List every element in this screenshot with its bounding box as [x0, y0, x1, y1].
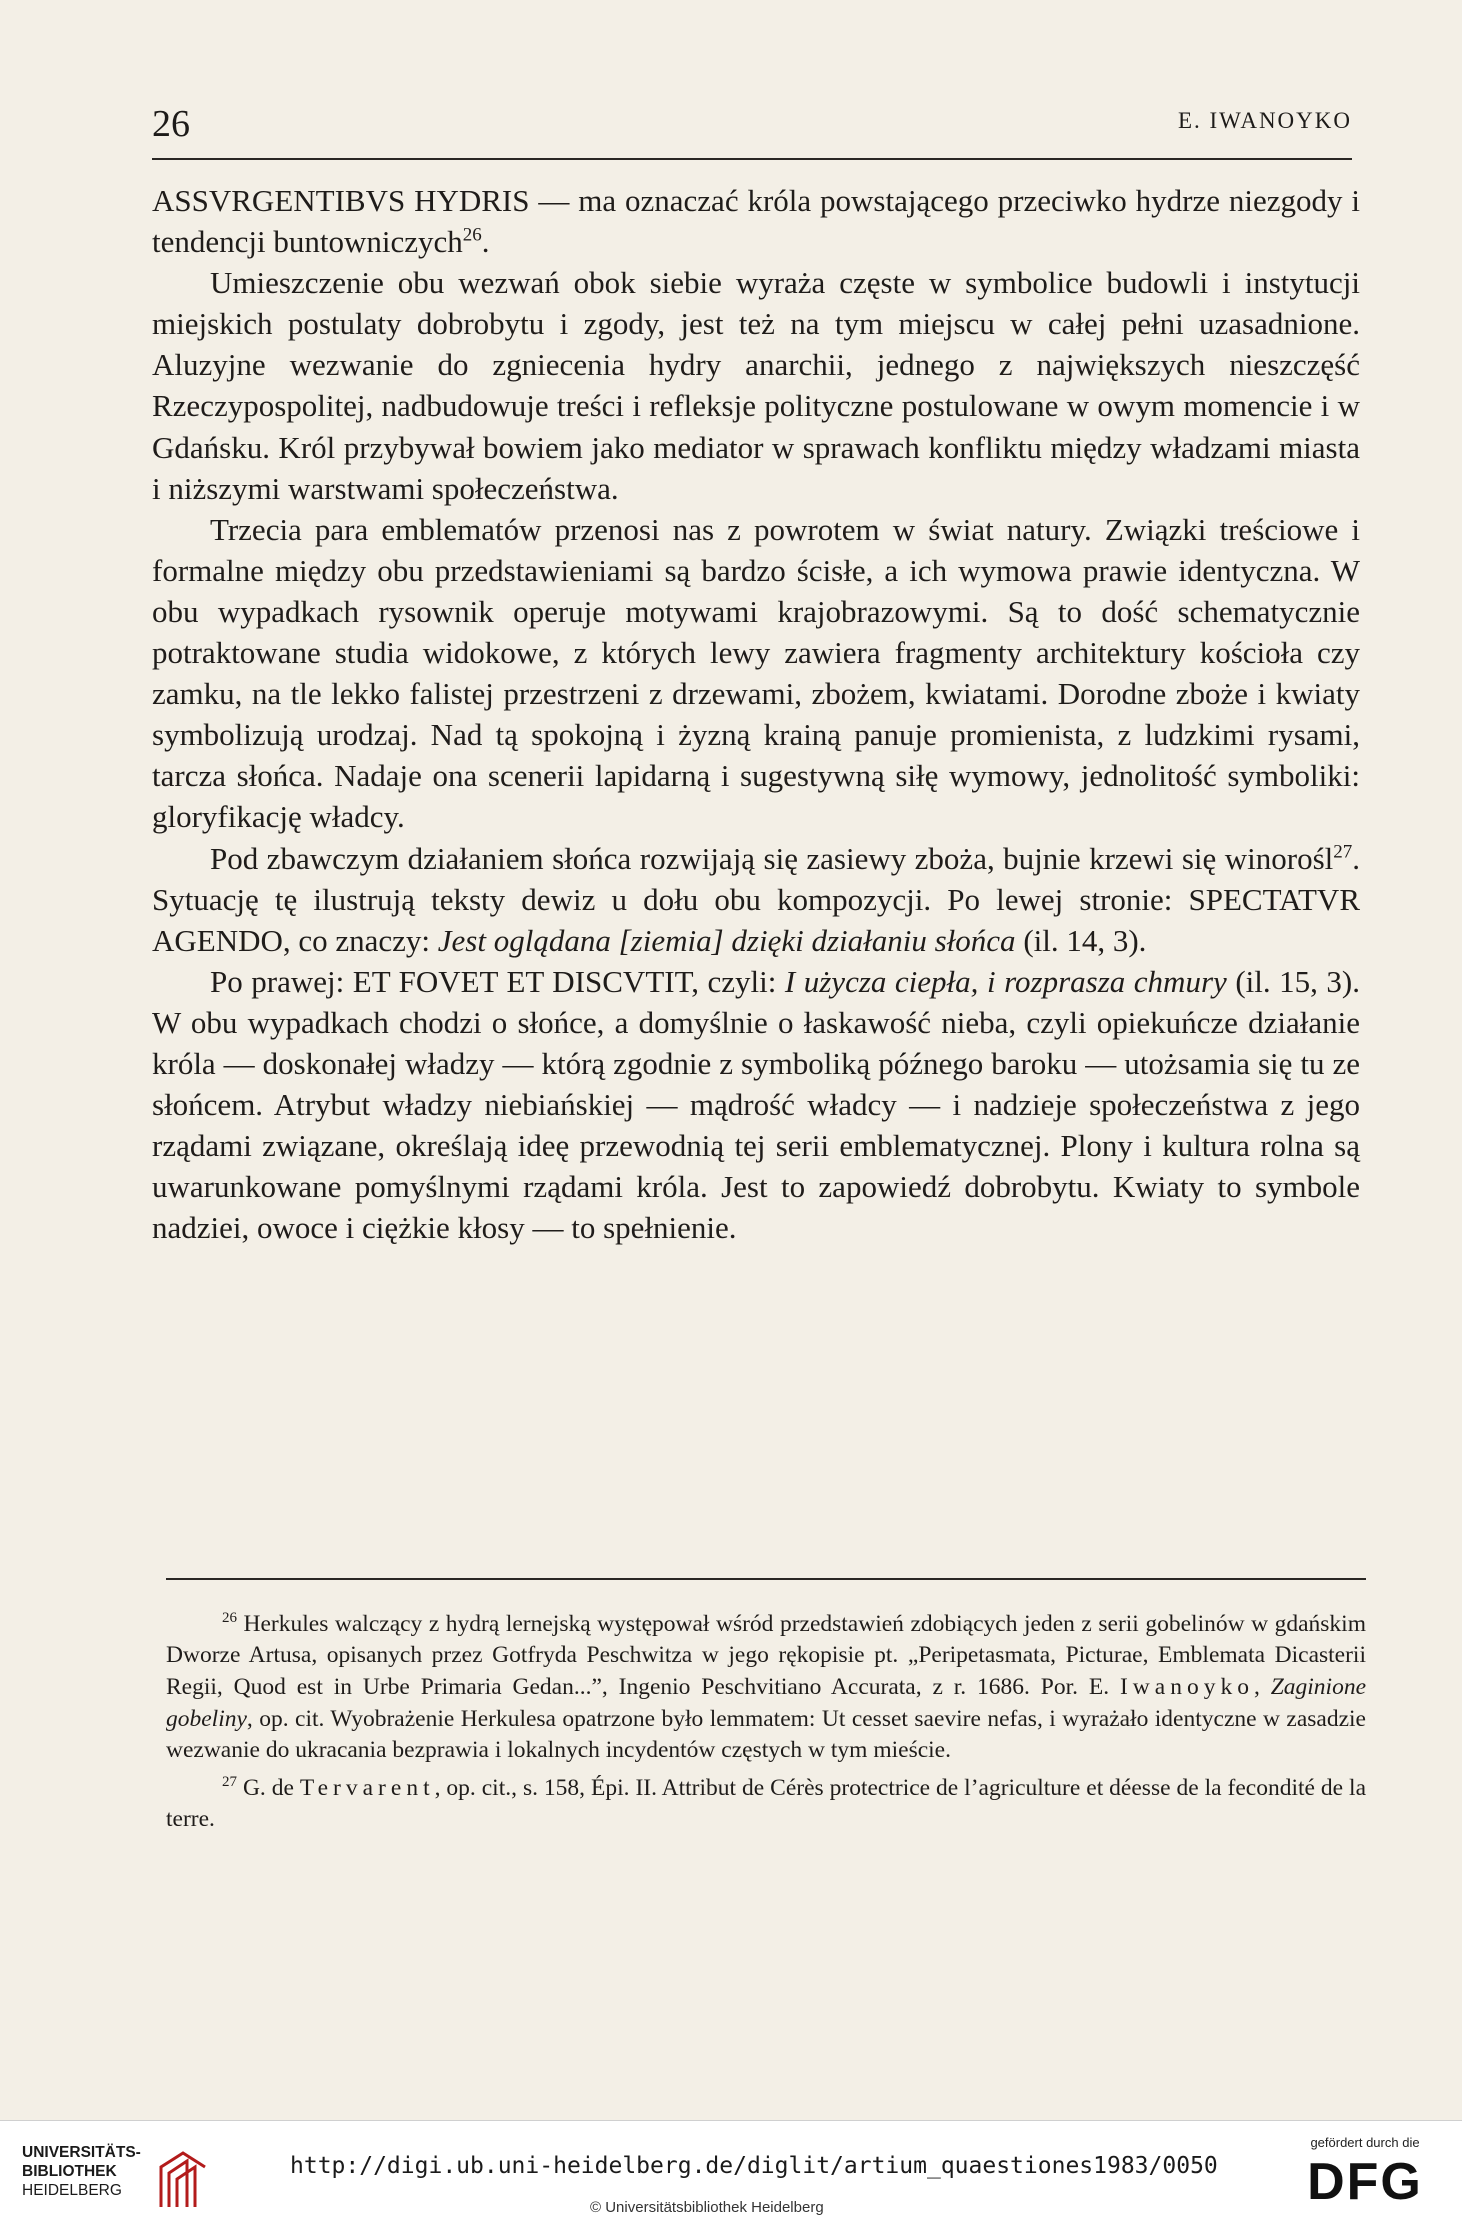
- paragraph: Pod zbawczym działaniem słońca rozwijają się zasiewy zboża, bujnie krzewi się winorośl$^{27}$. Sytuację tę ilustrują teksty dewiz u dołu obu kompozycji. Po lewej stronie: SPECTATVR AGENDO, co znaczy: Jest oglądana [ziemia] dzięki działaniu słońca (il. 14, 3).: [152, 840, 1360, 958]
- paragraph: ASSVRGENTIBVS HYDRIS — ma oznaczać króla powstającego przeciwko hydrze niezgody i tendencji buntowniczych$^{26}$.: [152, 183, 1360, 260]
- footnote-ref[interactable]: 27: [1333, 841, 1353, 863]
- footnote-ref[interactable]: 26: [462, 224, 482, 246]
- body-text: [152, 180, 1360, 1248]
- library-name-line3: HEIDELBERG: [22, 2182, 122, 2199]
- page-number: 26: [152, 103, 190, 145]
- library-logo[interactable]: [22, 2143, 272, 2213]
- running-head: E. IWANOYKO: [1177, 108, 1352, 133]
- library-emblem-icon: [157, 2149, 209, 2211]
- footnote-27: $^{27}$ G. de Tervarent, op. cit., s. 158, Épi. II. Attribut de Cérès protectrice de l’agriculture et déesse de la fecondité de la terre.: [166, 1773, 1366, 1833]
- footnotes: [166, 1603, 1366, 1836]
- copyright-notice: © Universitätsbibliothek Heidelberg: [590, 2199, 824, 2216]
- library-name-line2: BIBLIOTHEK: [22, 2163, 117, 2180]
- paragraph: Umieszczenie obu wezwań obok siebie wyraża częste w symbolice budowli i instytucji miejskich postulaty dobrobytu i zgody, jest też na tym miejscu w całej pełni uzasadnione. Aluzyjne wezwanie do zgniecenia hydry anarchii, jednego z największych nieszczęść Rzeczypospolitej, nadbudowuje treści i refleksje polityczne postulowane w owym momencie i w Gdańsku. Król przybywał bowiem jako mediator w sprawach konfliktu między władzami miasta i niższymi warstwami społeczeństwa.: [152, 265, 1360, 506]
- paragraph: Trzecia para emblematów przenosi nas z powrotem w świat natury. Związki treściowe i formalne między obu przedstawieniami są bardzo ścisłe, a ich wymowa prawie identyczna. W obu wypadkach rysownik operuje motywami krajobrazowymi. Są to dość schematycznie potraktowane studia widokowe, z których lewy zawiera fragmenty architektury kościoła czy zamku, na tle lekko falistej przestrzeni z drzewami, zbożem, kwiatami. Dorodne zboże i kwiaty symbolizują urodzaj. Nad tą spokojną i żyzną krainą panuje promienista, z ludzkimi rysami, tarcza słońca. Nadaje ona scenerii lapidarną i sugestywną siłę wymowy, jednolitość symboliki: gloryfikację władcy.: [152, 511, 1360, 835]
- funder-block[interactable]: [1290, 2135, 1440, 2210]
- funder-note: gefördert durch die: [1310, 2135, 1420, 2150]
- dfg-logo: DFG: [1307, 2153, 1423, 2211]
- library-name-line1: UNIVERSITÄTS-: [22, 2144, 141, 2161]
- viewer-footer: [0, 2120, 1462, 2229]
- page-url-link[interactable]: http://digi.ub.uni-heidelberg.de/diglit/artium_quaestiones1983/0050: [290, 2153, 1218, 2179]
- footnote-separator: [166, 1578, 1366, 1580]
- page-header: [152, 98, 1352, 160]
- paragraph: Po prawej: ET FOVET ET DISCVTIT, czyli: I użycza ciepła, i rozprasza chmury (il. 15, 3). W obu wypadkach chodzi o słońce, a domyślnie o łaskawość nieba, czyli opiekuńcze działanie króla — doskonałej władzy — którą zgodnie z symboliką późnego baroku — utożsamia się tu ze słońcem. Atrybut władzy niebiańskiej — mądrość władcy — i nadzieje społeczeństwa z jego rządami związane, określają ideę przewodnią tej serii emblematycznej. Plony i kultura rolna są uwarunkowane pomyślnymi rządami króla. Jest to zapowiedź dobrobytu. Kwiaty to symbole nadziei, owoce i ciężkie kłosy — to spełnienie.: [152, 963, 1361, 1246]
- footnote-26: $^{26}$ Herkules walczący z hydrą lernejską występował wśród przedstawień zdobiących jeden z serii gobelinów w gdańskim Dworze Artusa, opisanych przez Gotfryda Peschwitza w jego rękopisie pt. „Peripetasmata, Picturae, Emblemata Dicasterii Regii, Quod est in Urbe Primaria Gedan...”, Ingenio Peschvitiano Accurata, z r. 1686. Por. E. Iwanoyko, Zaginione gobeliny, op. cit. Wyobrażenie Herkulesa opatrzone było lemmatem: Ut cesset saevire nefas, i wyrażało identyczne w zasadzie wezwanie do ukracania bezprawia i lokalnych incydentów częstych w tym mieście.: [166, 1610, 1367, 1764]
